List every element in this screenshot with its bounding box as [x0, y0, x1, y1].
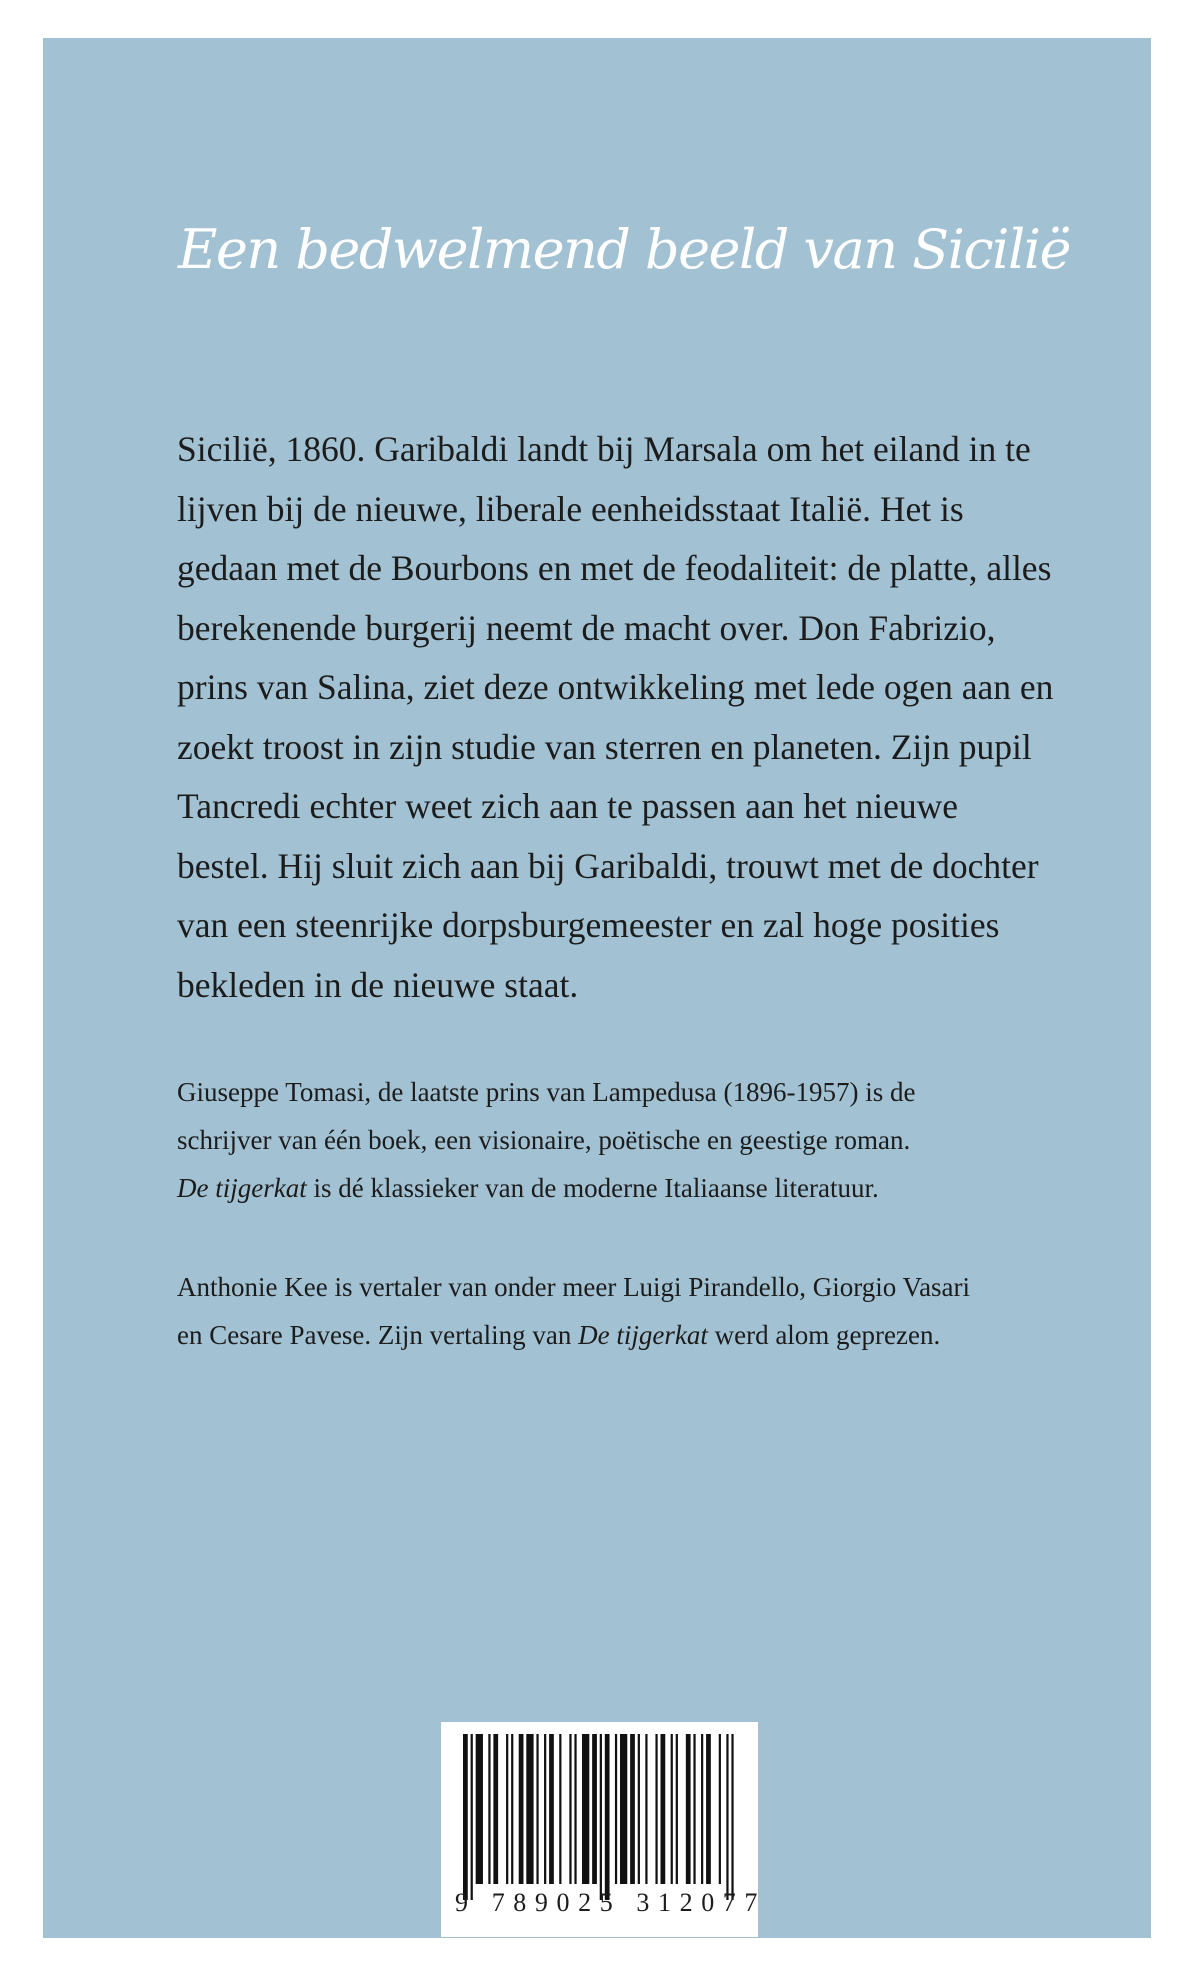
barcode-bar	[488, 1734, 490, 1884]
barcode-bar	[630, 1734, 635, 1884]
synopsis-line: bekleden in de nieuwe staat.	[177, 964, 579, 1005]
barcode-bar	[726, 1734, 728, 1900]
synopsis-line: gedaan met de Bourbons en met de feodaliteit: de platte, alles	[177, 548, 1052, 588]
barcode-bar	[706, 1734, 711, 1884]
barcode-bar	[676, 1734, 678, 1884]
barcode-bar	[463, 1734, 468, 1900]
barcode-bar	[592, 1734, 597, 1884]
barcode-bar	[605, 1734, 610, 1900]
barcode-bar	[655, 1734, 657, 1884]
synopsis-line: van een steenrijke dorpsburgemeester en zal hoge posities	[177, 905, 1000, 945]
barcode-bar	[719, 1734, 721, 1884]
barcode-bar	[519, 1734, 524, 1884]
cover-headline: Een bedwelmend beeld van Sicilië	[178, 218, 1070, 281]
author-bio-line: schrijver van één boek, een visionaire, poëtische en geestige roman.	[177, 1125, 911, 1155]
synopsis-line: Tancredi echter weet zich aan te passen aan het nieuwe	[177, 786, 959, 826]
book-back-cover	[43, 38, 1151, 1938]
translator-bio-text: en Cesare Pavese. Zijn vertaling van	[177, 1320, 579, 1350]
synopsis-line: prins van Salina, ziet deze ontwikkeling met lede ogen aan en	[177, 667, 1054, 707]
author-bio-line: Giuseppe Tomasi, de laatste prins van Lampedusa (1896-1957) is de	[177, 1077, 916, 1107]
author-bio	[177, 1068, 1137, 1212]
barcode-bar	[544, 1734, 546, 1884]
synopsis-line: Sicilië, 1860. Garibaldi landt bij Marsala om het eiland in te	[177, 429, 1031, 469]
author-bio-text: is dé klassieker van de moderne Italiaanse literatuur.	[306, 1173, 879, 1203]
barcode-bar	[686, 1734, 691, 1884]
barcode-bar	[661, 1734, 666, 1884]
barcode-bar	[493, 1734, 498, 1884]
barcode-bars	[463, 1734, 739, 1900]
synopsis-line: berekenende burgerij neemt de macht over. Don Fabrizio,	[177, 607, 996, 648]
barcode-bar	[620, 1734, 627, 1884]
synopsis-line: bestel. Hij sluit zich aan bij Garibaldi, trouwt met de dochter	[177, 845, 1039, 886]
barcode-bar	[471, 1734, 473, 1900]
barcode-bar	[476, 1734, 483, 1884]
barcode-bar	[569, 1734, 571, 1884]
isbn-number: 9 789025 312077	[455, 1888, 766, 1917]
barcode-bar	[582, 1734, 589, 1884]
barcode-bar	[526, 1734, 533, 1884]
translator-bio-line	[177, 1311, 1137, 1359]
synopsis-paragraph	[177, 420, 1117, 1015]
barcode-bar	[671, 1734, 673, 1884]
barcode-bar	[559, 1734, 561, 1884]
barcode-bar	[506, 1734, 508, 1884]
barcode-bar	[638, 1734, 640, 1884]
barcode-bar	[645, 1734, 647, 1884]
barcode-bar	[511, 1734, 513, 1884]
barcode-bar	[615, 1734, 617, 1884]
synopsis-line: zoekt troost in zijn studie van sterren en planeten. Zijn pupil	[177, 726, 1032, 767]
barcode-bar	[693, 1734, 695, 1884]
synopsis-line: lijven bij de nieuwe, liberale eenheidsstaat Italië. Het is	[177, 488, 964, 529]
barcode-bar	[536, 1734, 538, 1884]
book-title-italic: De tijgerkat	[177, 1173, 307, 1203]
translator-bio-line: Anthonie Kee is vertaler van onder meer Luigi Pirandello, Giorgio Vasari	[177, 1272, 971, 1302]
translator-bio	[177, 1263, 1137, 1359]
translator-bio-text: werd alom geprezen.	[707, 1320, 941, 1350]
author-bio-line	[177, 1164, 1137, 1212]
book-title-italic: De tijgerkat	[578, 1320, 708, 1350]
barcode-bar	[600, 1734, 602, 1900]
isbn-barcode	[441, 1722, 766, 1937]
barcode-bar	[574, 1734, 576, 1884]
barcode-bar	[701, 1734, 703, 1884]
barcode-bar	[549, 1734, 554, 1884]
barcode-bar	[731, 1734, 733, 1900]
